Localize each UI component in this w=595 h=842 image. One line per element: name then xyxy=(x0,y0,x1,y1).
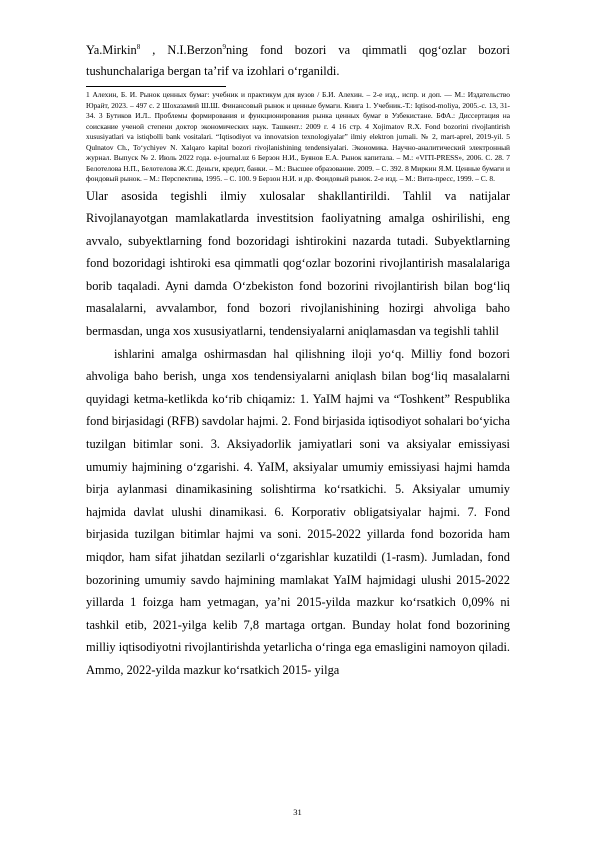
author-mirkin: Ya.Mirkin xyxy=(86,43,137,57)
heading-line-2: tushunchalariga bergan ta’rif va izohlari o‘rganildi. xyxy=(86,64,340,78)
heading-line-1 xyxy=(86,40,510,61)
author-berzon: N.I.Berzon xyxy=(167,43,223,57)
footnotes: 1 Алехин, Б. И. Рынок ценных бумаг: учебник и практикум для вузов / Б.И. Алехин. – 2-е изд., испр. и доп. — М.: Издательство Юрайт, 2023. – 497 с. 2 Шохазамий Ш.Ш. Финансовый рынок и ценные бумаги. Книга 1. Учебник.-Т.: Iqtisod-moliya, 2005.-с. 13, 31- 34. 3 Бутиков И.Л.. Проблемы формирования и функционирования рынка ценных бумаг в Узбекистане. БФА.: Диссертация на соискание ученой степени доктор экономических наук. Ташкент.: 2009 г. 4 16 стр. 4 Xojimatov R.X. Fond bozorini rivojlantirish xususiyatlari va istiqbolli bank vositalari. “Iqtisodiyot va innovatsion texnologiyalar” ilmiy elektron jurnali. № 2, mart-aprel, 2019-yil. 5 Qulnatov Ch., To‘ychiyev N. Xalqaro kapital bozori rivojlanishining tendensiyalari. Экономика. Научно-аналитический электронный журнал. Выпуск № 2. Июль 2022 года. e-journal.uz 6 Берзон Н.И., Буянов Е.А. Рынок капитала. – М.: «VITI-PRESS», 2006. С. 28. 7 Белотелова Н.П., Белотелова Ж.С. Деньги, кредит, банки. – М.: Высшее образование. 2009. – С. 392. 8 Миркин Я.М. Ценные бумаги и фондовый рынок. – М.: Перспектива, 1995. – С. 100. 9 Берзон Н.И. и др. Фондовый рынок. 2-е изд. – М.: Вита-пресс, 1999. – С. 8. xyxy=(86,90,510,183)
separator: , xyxy=(140,43,168,57)
footnote-divider xyxy=(86,86,226,87)
footnote-ref-8: 8 xyxy=(136,43,141,51)
heading-rest: ning fond bozori va qimmatli qog‘ozlar bozori xyxy=(225,43,511,57)
page-number: 31 xyxy=(293,807,302,817)
paragraph-1: Ular asosida tegishli ilmiy xulosalar shakllantirildi. Tahlil va natijalar Rivojlanayotgan mamlakatlarda investitsion faoliyatning amalga oshirilishi, eng avvalo, subyektlarning fond bozoridagi ishtirokini nazarda tutadi. Subyektlarning fond bozoridagi ishtiroki esa qimmatli qog‘ozlar bozorini rivojlantirish masalalariga borib taqaladi. Ayni damda O‘zbekiston fond bozorini rivojlantirish bilan bog‘liq masalalarni, avvalambor, fond bozori rivojlanishining hozirgi ahvoliga baho bermasdan, unga xos xususiyatlarni, tendensiyalarni aniqlamasdan va tegishli tahlil xyxy=(86,188,510,339)
main-text xyxy=(86,185,510,682)
paragraph-2: ishlarini amalga oshirmasdan hal qilishning iloji yo‘q. Milliy fond bozori ahvoliga baho berish, unga xos tendensiyalarni aniqlash bilan bog‘liq masalalarni quyidagi ketma-ketlikda ko‘rib chiqamiz: 1. YaIM hajmi va “Toshkent” Respublika fond birjasidagi (RFB) savdolar hajmi. 2. Fond birjasida iqtisodiyot sohalari bo‘yicha tuzilgan bitimlar soni. 3. Aksiyadorlik jamiyatlari soni va aksiyalar emissiyasi umumiy hajmining o‘zgarishi. 4. YaIM, aksiyalar umumiy emissiyasi hajmi hamda birja aylanmasi dinamikasining solishtirma ko‘rsatkichi. 5. Aksiyalar umumiy hajmida davlat ulushi dinamikasi. 6. Korporativ obligatsiyalar hajmi. 7. Fond birjasida tuzilgan bitimlar hajmi va soni. 2015-2022 yillarda fond bozorida ham miqdor, ham sifat jihatdan sezilarli o‘zgarishlar kuzatildi (1-rasm). Jumladan, fond bozorining umumiy savdo hajmining mamlakat YaIM hajmidagi ulushi 2015-2022 yillarda 1 foizga ham yetmagan, ya’ni 2015-yilda mazkur ko‘rsatkich 0,09% ni tashkil etib, 2021-yilga kelib 7,8 martaga ortgan. Bunday holat fond bozorining milliy iqtisodiyotni rivojlantirishda yetarlicha o‘ringa ega emasligini namoyon qiladi. Ammo, 2022-yilda mazkur ko‘rsatkich 2015- yilga xyxy=(86,346,510,677)
footnote-ref-9: 9 xyxy=(222,43,226,51)
document-page xyxy=(86,40,510,682)
